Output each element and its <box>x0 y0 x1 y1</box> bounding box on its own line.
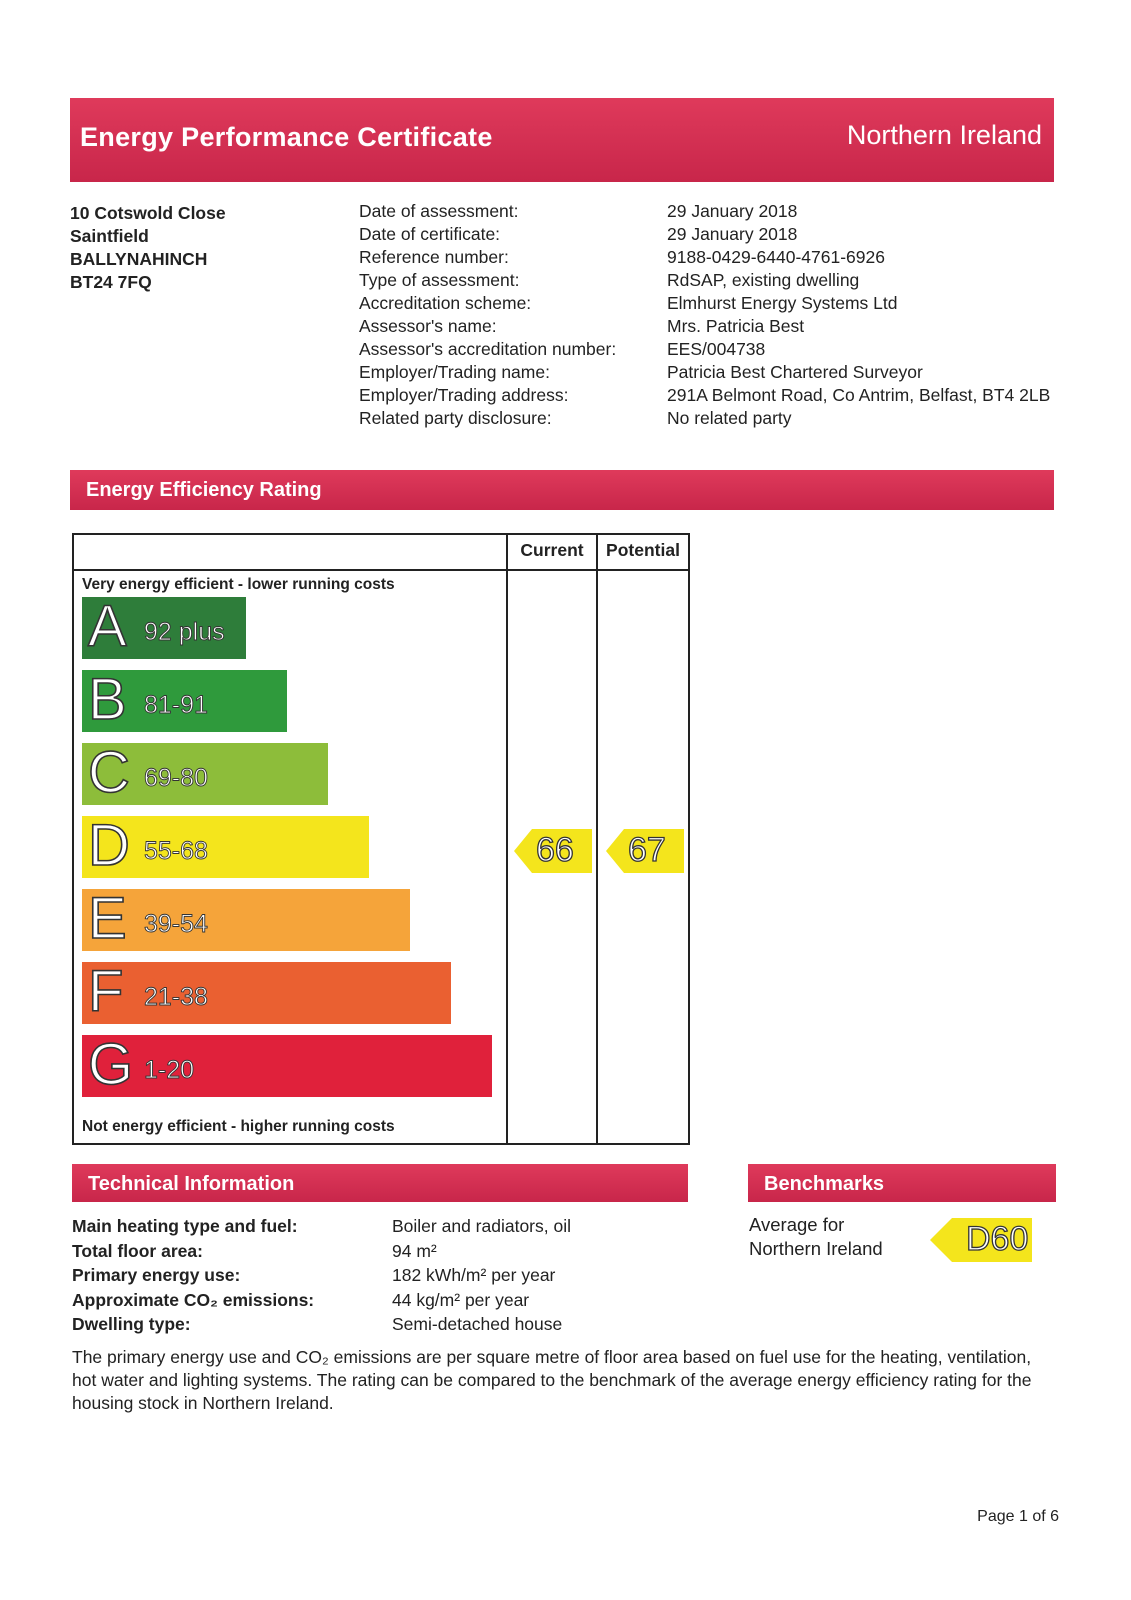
band-range: 39-54 <box>144 910 208 938</box>
band-range: 81-91 <box>144 691 208 719</box>
technical-value: Boiler and radiators, oil <box>392 1216 571 1236</box>
detail-label: Date of certificate: <box>359 224 501 244</box>
band-letter: D <box>88 813 130 878</box>
technical-label: Approximate CO₂ emissions: <box>72 1289 315 1310</box>
detail-label: Assessor's accreditation number: <box>359 339 617 359</box>
address-line-1: 10 Cotswold Close <box>70 203 226 223</box>
detail-value: Elmhurst Energy Systems Ltd <box>667 293 898 313</box>
detail-row <box>359 246 1057 269</box>
technical-row <box>72 1214 692 1239</box>
technical-label: Main heating type and fuel: <box>72 1216 298 1236</box>
rating-band-a <box>82 594 246 659</box>
column-divider <box>506 535 508 1143</box>
bottom-caption: Not energy efficient - higher running costs <box>82 1118 395 1135</box>
detail-value: Mrs. Patricia Best <box>667 316 805 336</box>
benchmarks-title: Benchmarks <box>764 1173 885 1195</box>
band-letter: E <box>88 886 127 951</box>
address-postcode: BT24 7FQ <box>70 272 152 292</box>
detail-value: EES/004738 <box>667 339 766 359</box>
rating-band-g <box>82 1032 492 1097</box>
region-label: Northern Ireland <box>846 120 1042 150</box>
technical-value: Semi-detached house <box>392 1314 563 1334</box>
band-range: 55-68 <box>144 837 208 865</box>
benchmark-value: D60 <box>966 1220 1029 1258</box>
detail-label: Assessor's name: <box>359 316 497 336</box>
current-rating-marker <box>514 829 592 873</box>
technical-info <box>72 1214 692 1337</box>
detail-row <box>359 361 1057 384</box>
detail-value: Patricia Best Chartered Surveyor <box>667 362 923 382</box>
potential-rating-marker <box>606 829 684 873</box>
energy-rating-chart <box>72 533 690 1145</box>
detail-label: Employer/Trading address: <box>359 385 569 405</box>
benchmark-label: Average for Northern Ireland <box>749 1214 883 1259</box>
detail-label: Employer/Trading name: <box>359 362 550 382</box>
property-address <box>70 202 226 294</box>
band-range: 21-38 <box>144 983 208 1011</box>
technical-value: 182 kWh/m² per year <box>392 1265 556 1285</box>
detail-value: 9188-0429-6440-4761-6926 <box>667 247 885 267</box>
technical-row <box>72 1312 692 1337</box>
technical-section-header <box>72 1164 688 1202</box>
energy-rating-section-header <box>70 470 1054 510</box>
band-letter: F <box>88 959 124 1024</box>
detail-row <box>359 384 1057 407</box>
technical-row <box>72 1288 692 1313</box>
address-line-3: BALLYNAHINCH <box>70 249 208 269</box>
technical-label: Total floor area: <box>72 1240 203 1261</box>
technical-row <box>72 1263 692 1288</box>
certificate-title: Energy Performance Certificate <box>80 122 493 152</box>
band-range: 1-20 <box>144 1056 195 1084</box>
detail-row <box>359 292 1057 315</box>
detail-label: Related party disclosure: <box>359 408 552 428</box>
rating-band-e <box>82 886 410 951</box>
benchmarks-section-header <box>748 1164 1056 1202</box>
detail-value: 291A Belmont Road, Co Antrim, Belfast, BT4 2LB <box>667 385 1051 405</box>
technical-label: Primary energy use: <box>72 1265 241 1285</box>
detail-label: Date of assessment: <box>359 201 519 221</box>
detail-value: 29 January 2018 <box>667 201 798 221</box>
technical-row <box>72 1239 692 1264</box>
technical-value: 44 kg/m² per year <box>392 1289 530 1310</box>
detail-row <box>359 200 1057 223</box>
rating-band-c <box>82 740 328 805</box>
header-divider <box>74 569 688 571</box>
marker-value: 67 <box>628 831 666 869</box>
rating-band-f <box>82 959 451 1024</box>
band-letter: B <box>88 667 127 732</box>
band-range: 69-80 <box>144 764 208 792</box>
detail-row <box>359 407 1057 430</box>
band-range: 92 plus <box>144 618 225 646</box>
address-line-2: Saintfield <box>70 226 149 246</box>
technical-value: 94 m² <box>392 1240 437 1261</box>
header-banner <box>70 98 1054 182</box>
marker-value: 66 <box>536 831 574 869</box>
band-letter: C <box>88 740 130 805</box>
detail-label: Accreditation scheme: <box>359 293 532 313</box>
detail-label: Type of assessment: <box>359 270 520 290</box>
technical-title: Technical Information <box>88 1173 295 1195</box>
potential-column-header: Potential <box>606 540 680 560</box>
detail-label: Reference number: <box>359 247 509 267</box>
top-caption: Very energy efficient - lower running costs <box>82 576 395 593</box>
detail-row <box>359 223 1057 246</box>
band-letter: G <box>88 1032 134 1097</box>
column-divider <box>596 535 598 1143</box>
explanatory-note: The primary energy use and CO₂ emissions are per square metre of floor area based on fuel use for the heating, ventilation, hot water and lighting systems. The rating can be compared to the benchmark of the average energy efficiency rating for the housing stock in Northern Ireland. <box>72 1347 1032 1413</box>
detail-value: 29 January 2018 <box>667 224 798 244</box>
current-column-header: Current <box>520 540 584 560</box>
detail-row <box>359 269 1057 292</box>
rating-band-b <box>82 667 287 732</box>
technical-label: Dwelling type: <box>72 1314 191 1334</box>
page-number: Page 1 of 6 <box>977 1508 1059 1525</box>
detail-row <box>359 338 1057 361</box>
rating-band-d <box>82 813 369 878</box>
band-letter: A <box>88 594 127 659</box>
detail-value: RdSAP, existing dwelling <box>667 270 860 290</box>
assessment-details <box>359 200 1057 430</box>
detail-row <box>359 315 1057 338</box>
energy-rating-title: Energy Efficiency Rating <box>86 479 322 501</box>
benchmark-marker <box>930 1218 1032 1262</box>
detail-value: No related party <box>667 408 792 428</box>
